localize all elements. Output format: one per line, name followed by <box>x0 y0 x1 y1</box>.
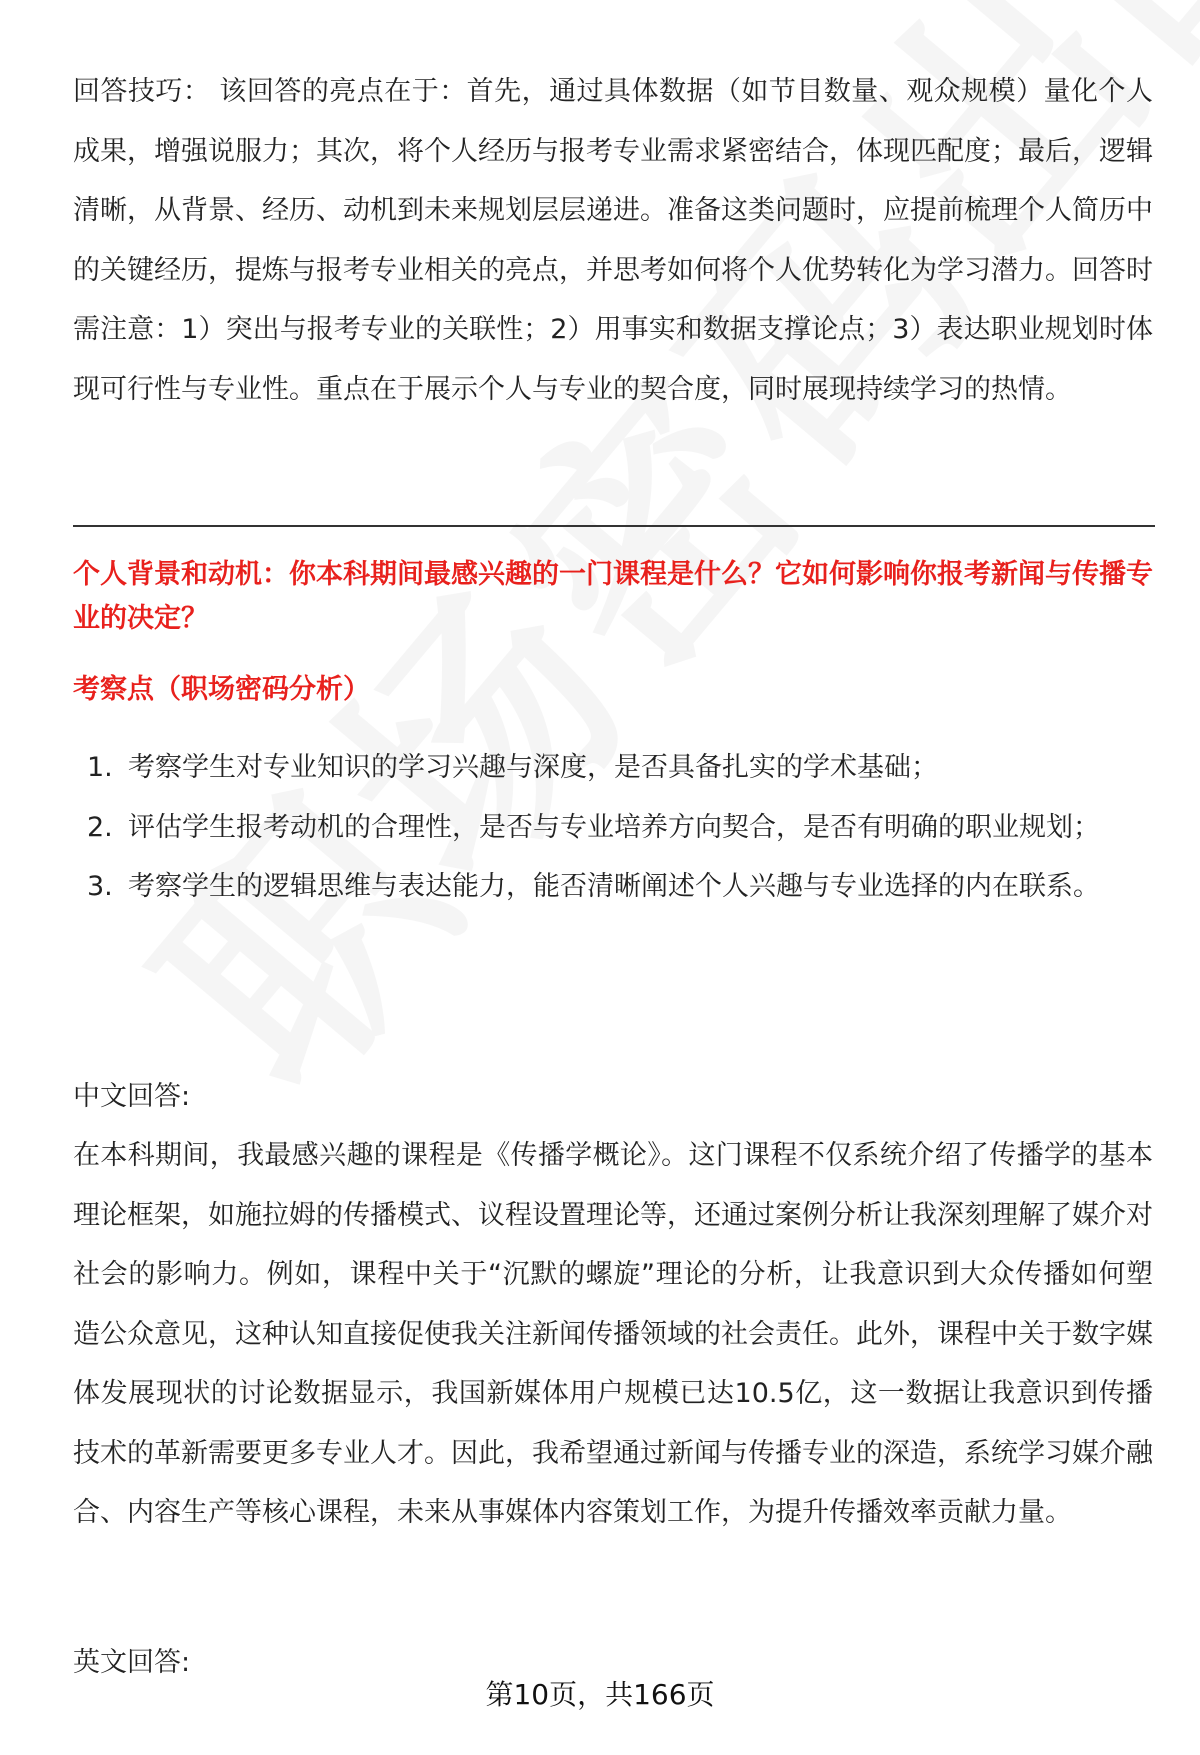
english-answer-label: 英文回答: <box>73 1647 191 1678</box>
list-item-text: 考察学生的逻辑思维与表达能力，能否清晰阐述个人兴趣与专业选择的内在联系。 <box>128 871 1100 902</box>
list-item-number: 1. <box>87 752 113 783</box>
section-divider <box>73 525 1155 527</box>
list-item <box>73 798 1155 858</box>
chinese-answer-label: 中文回答: <box>73 1081 191 1112</box>
list-item-text: 考察学生对专业知识的学习兴趣与深度，是否具备扎实的学术基础； <box>128 752 938 783</box>
answer-tips-paragraph: 回答技巧： 该回答的亮点在于：首先，通过具体数据（如节目数量、观众规模）量化个人成果，增强说服力；其次，将个人经历与报考专业需求紧密结合，体现匹配度；最后，逻辑清晰，从背景、经历、动机到未来规划层层递进。准备这类问题时，应提前梳理个人简历中的关键经历，提炼与报考专业相关的亮点，并思考如何将个人优势转化为学习潜力。回答时需注意：1）突出与报考专业的关联性；2）用事实和数据支撑论点；3）表达职业规划时体现可行性与专业性。重点在于展示个人与专业的契合度，同时展现持续学习的热情。 <box>73 76 1153 405</box>
list-item <box>73 738 1155 798</box>
examination-points-list <box>73 738 1155 917</box>
question-heading: 个人背景和动机：你本科期间最感兴趣的一门课程是什么？它如何影响你报考新闻与传播专业的决定？ <box>73 559 1153 634</box>
list-item <box>73 857 1155 917</box>
list-item-text: 评估学生报考动机的合理性，是否与专业培养方向契合，是否有明确的职业规划； <box>128 811 1100 843</box>
list-item-number: 3. <box>87 871 113 902</box>
page-number: 第10页，共166页 <box>485 1678 715 1711</box>
list-item-number: 2. <box>87 811 113 843</box>
chinese-answer-paragraph: 在本科期间，我最感兴趣的课程是《传播学概论》。这门课程不仅系统介绍了传播学的基本理论框架，如施拉姆的传播模式、议程设置理论等，还通过案例分析让我深刻理解了媒介对社会的影响力。例如，课程中关于“沉默的螺旋”理论的分析，让我意识到大众传播如何塑造公众意见，这种认知直接促使我关注新闻传播领域的社会责任。此外，课程中关于数字媒体发展现状的讨论数据显示，我国新媒体用户规模已达10.5亿，这一数据让我意识到传播技术的革新需要更多专业人才。因此，我希望通过新闻与传播专业的深造，系统学习媒介融合、内容生产等核心课程，未来从事媒体内容策划工作，为提升传播效率贡献力量。 <box>73 1140 1153 1528</box>
examination-points-title: 考察点（职场密码分析） <box>73 674 370 705</box>
